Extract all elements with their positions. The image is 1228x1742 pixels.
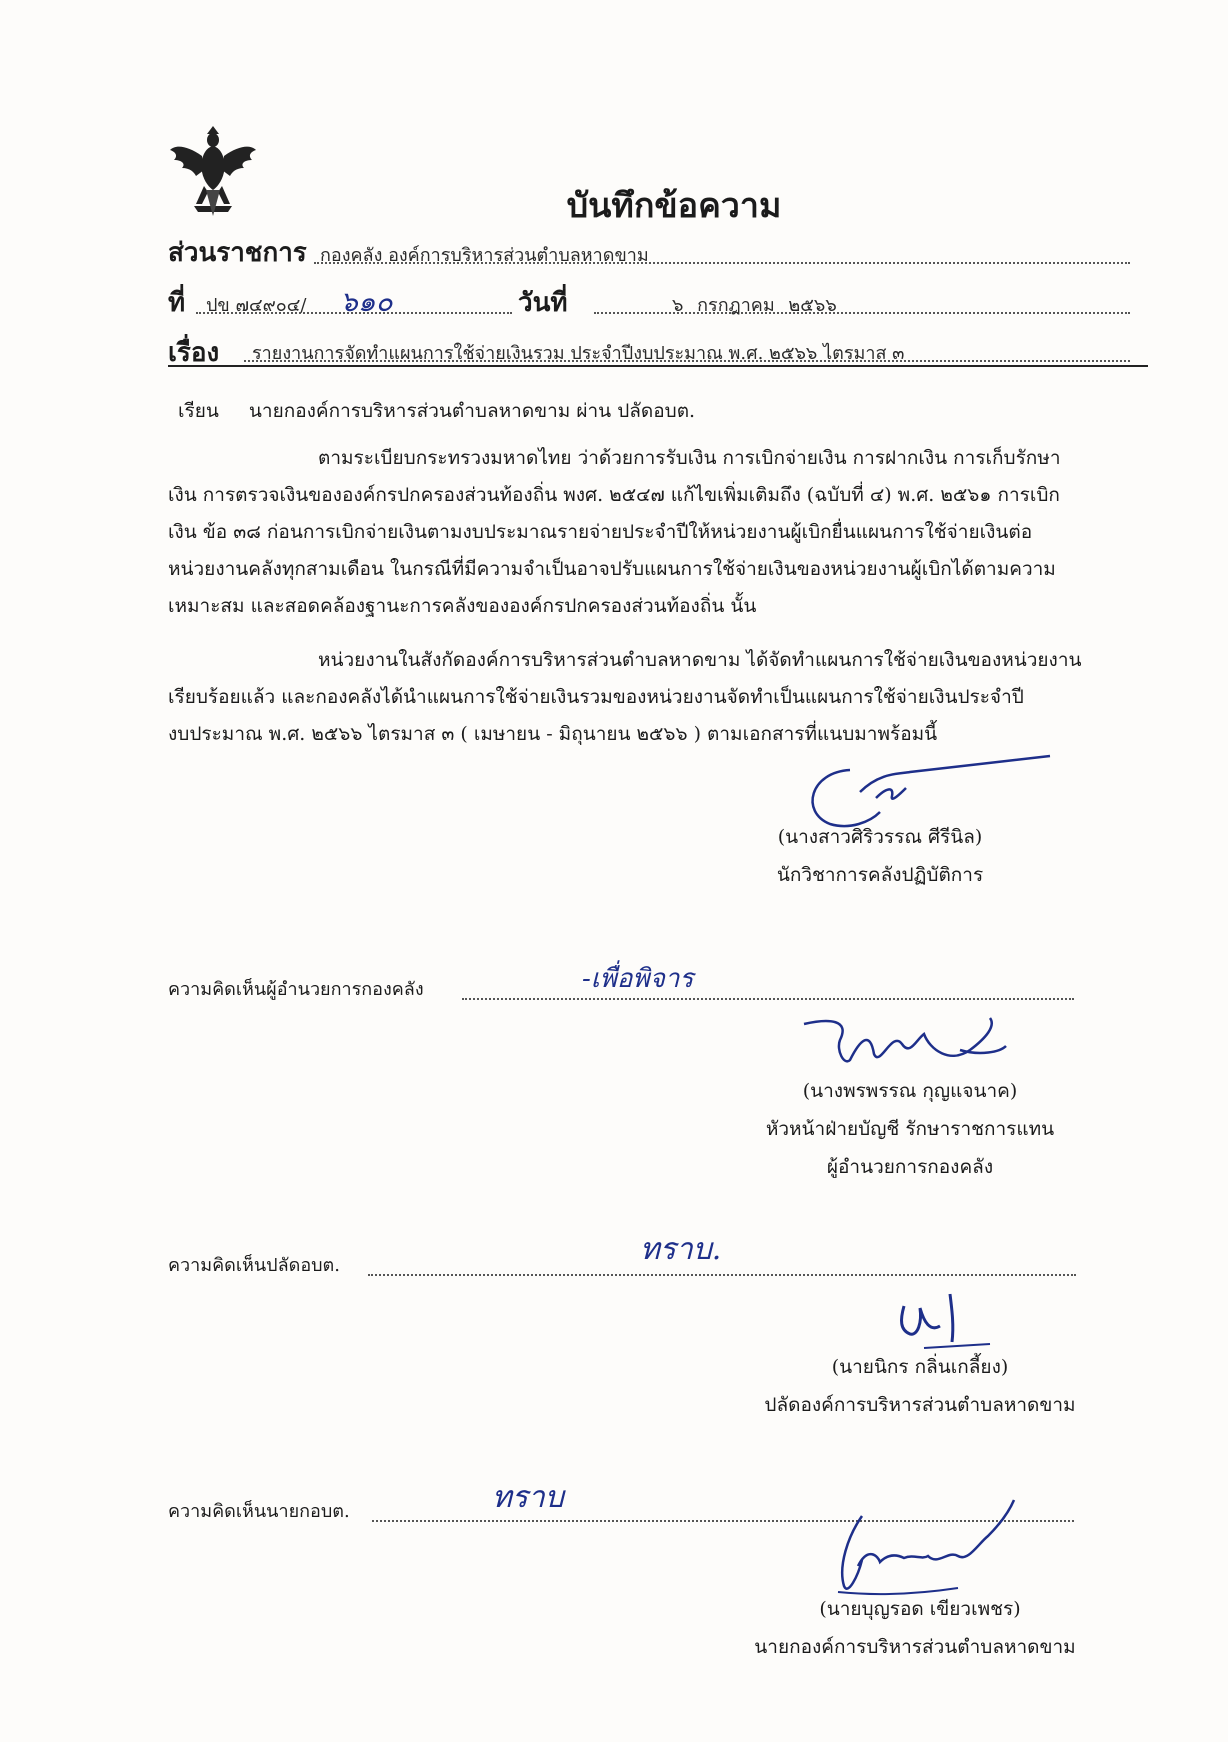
opinion-2-label: ความคิดเห็นปลัดอบต. (168, 1255, 340, 1276)
ref-handwritten-number: ๖๑๐ (340, 285, 393, 318)
opinion-3-signer-name: (นายบุญรอด เขียวเพชร) (819, 1598, 1021, 1620)
signer-1-position: นักวิชาการคลังปฏิบัติการ (776, 864, 984, 886)
salutation-label: เรียน (178, 400, 219, 422)
opinion-1-signer-position-1: หัวหน้าฝ่ายบัญชี รักษาราชการแทน (765, 1118, 1055, 1140)
agency-value: กองคลัง องค์การบริหารส่วนตำบลหาดขาม (320, 245, 649, 266)
signer-1-name: (นางสาวศิริวรรณ ศีรีนิล) (777, 826, 983, 848)
paragraph-line: เงิน ข้อ ๓๘ ก่อนการเบิกจ่ายเงินตามงบประมาณรายจ่ายประจำปีให้หน่วยงานผู้เบิกยื่นแผนการใช้จ่ายเงินต่อ (168, 521, 1033, 543)
opinion-3-signer-position: นายกองค์การบริหารส่วนตำบลหาดขาม (754, 1636, 1076, 1658)
opinion-2-handwritten: ทราบ. (640, 1232, 722, 1267)
paragraph-2 (168, 642, 1148, 753)
opinion-1-handwritten: -เพื่อพิจาร (582, 964, 694, 994)
paragraph-line: งบประมาณ พ.ศ. ๒๕๖๖ ไตรมาส ๓ ( เมษายน - มิถุนายน ๒๕๖๖ ) ตามเอกสารที่แนบมาพร้อมนี้ (168, 723, 938, 745)
signature-3-icon (890, 1286, 1000, 1352)
paragraph-line: หน่วยงานคลังทุกสามเดือน ในกรณีที่มีความจำเป็นอาจปรับแผนการใช้จ่ายเงินของหน่วยงานผู้เบิกได้ตามความ (168, 558, 1056, 580)
opinion-3-handwritten: ทราบ (492, 1480, 564, 1515)
header-rule (168, 365, 1148, 367)
opinion-2-signer-name: (นายนิกร กลิ่นเกลี้ยง) (831, 1356, 1009, 1378)
salutation (178, 396, 695, 426)
paragraph-line: เงิน การตรวจเงินขององค์กรปกครองส่วนท้องถิ่น พงศ. ๒๕๔๗ แก้ไขเพิ่มเติมถึง (ฉบับที่ ๔) พ.ศ. ๒๕๖๑ การเบิก (168, 484, 1060, 506)
opinion-1-dotted-line (462, 998, 1074, 1000)
opinion-2-dotted-line (368, 1274, 1076, 1276)
opinion-1-label: ความคิดเห็นผู้อำนวยการกองคลัง (168, 979, 424, 1000)
opinion-1-signer-name: (นางพรพรรณ กุญแจนาค) (802, 1080, 1018, 1102)
paragraph-line: ตามระเบียบกระทรวงมหาดไทย ว่าด้วยการรับเงิน การเบิกจ่ายเงิน การฝากเงิน การเก็บรักษา (318, 447, 1061, 469)
date-label: วันที่ (518, 288, 568, 318)
salutation-value: นายกองค์การบริหารส่วนตำบลหาดขาม ผ่าน ปลัดอบต. (248, 400, 696, 422)
paragraph-line: เรียบร้อยแล้ว และกองคลังได้นำแผนการใช้จ่ายเงินรวมของหน่วยงานจัดทำเป็นแผนการใช้จ่ายเงินประจำปี (168, 686, 1024, 708)
signature-4-icon (818, 1496, 1018, 1606)
document-title: บันทึกข้อความ (566, 186, 782, 226)
agency-label: ส่วนราชการ (168, 238, 307, 268)
opinion-2-signer-position: ปลัดองค์การบริหารส่วนตำบลหาดขาม (764, 1394, 1076, 1416)
paragraph-line: เหมาะสม และสอดคล้องฐานะการคลังขององค์กรปกครองส่วนท้องถิ่น นั้น (168, 595, 757, 617)
subject-value: รายงานการจัดทำแผนการใช้จ่ายเงินรวม ประจำปีงบประมาณ พ.ศ. ๒๕๖๖ ไตรมาส ๓ (252, 343, 905, 364)
opinion-3-label: ความคิดเห็นนายกอบต. (168, 1501, 350, 1522)
signature-2-icon (800, 1010, 1010, 1080)
ref-value: ปข ๗๔๙๐๔/ (206, 295, 307, 316)
date-value: ๖ กรกฎาคม ๒๕๖๖ (672, 295, 837, 316)
paragraph-line: หน่วยงานในสังกัดองค์การบริหารส่วนตำบลหาดขาม ได้จัดทำแผนการใช้จ่ายเงินของหน่วยงาน (318, 649, 1082, 671)
subject-label: เรื่อง (168, 338, 220, 368)
opinion-1-signer-position-2: ผู้อำนวยการกองคลัง (826, 1156, 994, 1178)
paragraph-1 (168, 440, 1148, 625)
ref-label: ที่ (168, 288, 186, 318)
